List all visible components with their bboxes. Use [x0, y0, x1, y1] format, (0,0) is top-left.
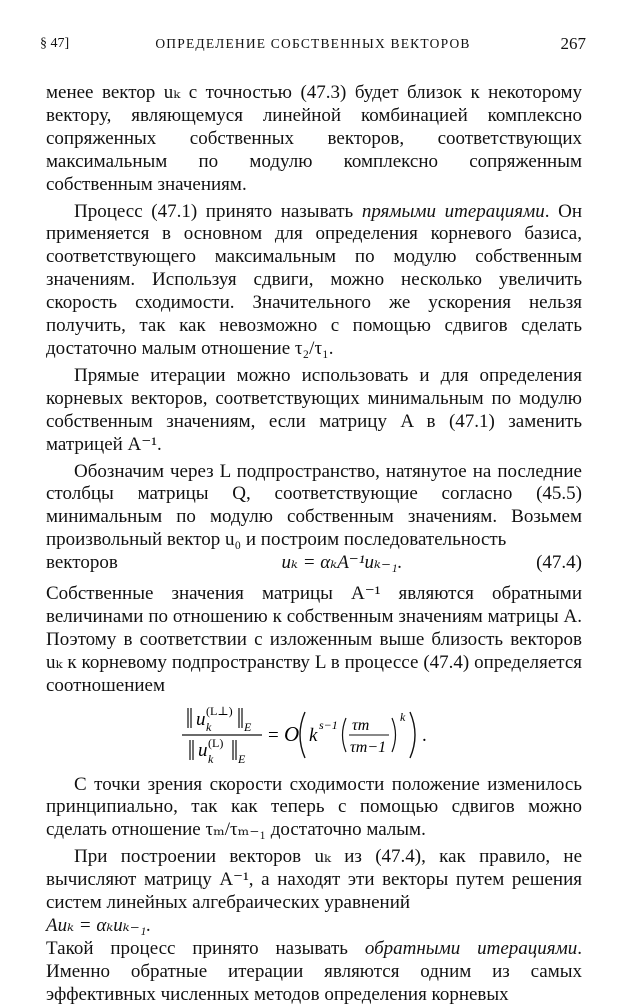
paragraph-7: При построении векторов uₖ из (47.4), как правило, не вычисляют матрицу A⁻¹, а находят эти векторы путем решения систем линейных алгебраических уравнений	[46, 846, 582, 914]
den-norm-sub: E	[238, 751, 246, 766]
num-u: u	[196, 708, 206, 730]
equation-47-4-line	[46, 552, 582, 575]
paragraph-4: Обозначим через L подпространство, натянутое на последние столбцы матрицы Q, соответствующие согласно (45.5) минимальным по модулю собственным значениям. Возьмем произвольный вектор u₀ и построим последовательность	[46, 460, 582, 551]
num-sup: (L⊥)	[206, 703, 233, 718]
paragraph-6: С точки зрения скорости сходимости положение изменилось принципиально, так как теперь с помощью сдвигов можно сделать отношение τₘ/τₘ₋₁ достаточно малым.	[46, 773, 582, 841]
tau-denominator: τm−1	[350, 738, 387, 756]
equation-number-47-4: (47.4)	[536, 552, 582, 574]
paragraph-2: Процесс (47.1) принято называть прямыми итерациями. Он применяется в основном для определения корневого базиса, соответствующего максимальным по модулю собственным значениям. Используя сдвиги, можно несколько увеличить скорость сходимости. Значительного же ускорения нельзя получить, так как невозможно с помощью сдвигов сделать достаточно малым отношение τ₂/τ₁.	[46, 200, 583, 359]
paragraph-1: менее вектор uₖ с точностью (47.3) будет близок к некоторому вектору, являющемуся линейной комбинацией комплексно сопряженных собственных векторов, соответствующих максимальным по модулю комплексно сопряженным собственным значениям.	[46, 82, 582, 195]
running-title: ОПРЕДЕЛЕНИЕ СОБСТВЕННЫХ ВЕКТОРОВ	[155, 36, 471, 51]
paragraph-8: Такой процесс принято называть обратными итерациями. Именно обратные итерации являются одним из самых эффективных численных методов определения корневых	[46, 937, 582, 1005]
k-exponent: s−1	[319, 717, 338, 732]
tau-numerator: τm	[352, 716, 370, 734]
num-sub: k	[206, 719, 212, 734]
paragraph-5: Собственные значения матрицы A⁻¹ являются обратными величинами по отношению к собственным значениям матрицы A. Поэтому в соответствии с изложенным выше близость векторов uₖ к корневому подпространству L в процессе (47.4) определяется соотношением	[46, 583, 582, 696]
formula-period: .	[422, 724, 427, 746]
page-body	[46, 82, 582, 1007]
equation-linear-system: Auₖ = αₖuₖ₋₁.	[46, 915, 152, 936]
section-reference: § 47]	[40, 36, 70, 51]
equals-sign: =	[268, 724, 279, 746]
paragraph-3: Прямые итерации можно использовать и для определения корневых векторов, соответствующих минимальным по модулю собственным значениям, если матрицу A в (47.1) заменить матрицей A⁻¹.	[46, 364, 582, 455]
equation-lead-text: векторов	[46, 552, 118, 574]
big-o: O	[284, 721, 300, 746]
k-base: k	[309, 724, 318, 746]
term-inverse-iterations: обратными итерациями	[364, 937, 578, 959]
running-header	[40, 34, 586, 56]
ratio-formula-svg	[176, 704, 476, 766]
num-norm-sub: E	[244, 719, 252, 734]
outer-exponent: k	[400, 709, 406, 724]
den-u: u	[198, 739, 208, 761]
page-number: 267	[560, 34, 586, 53]
display-formula	[46, 704, 582, 766]
term-direct-iterations: прямыми итерациями	[361, 200, 545, 222]
den-sub: k	[208, 751, 214, 766]
equation-47-4: uₖ = αₖA⁻¹uₖ₋₁.	[281, 552, 403, 574]
den-sup: (L)	[208, 735, 224, 750]
